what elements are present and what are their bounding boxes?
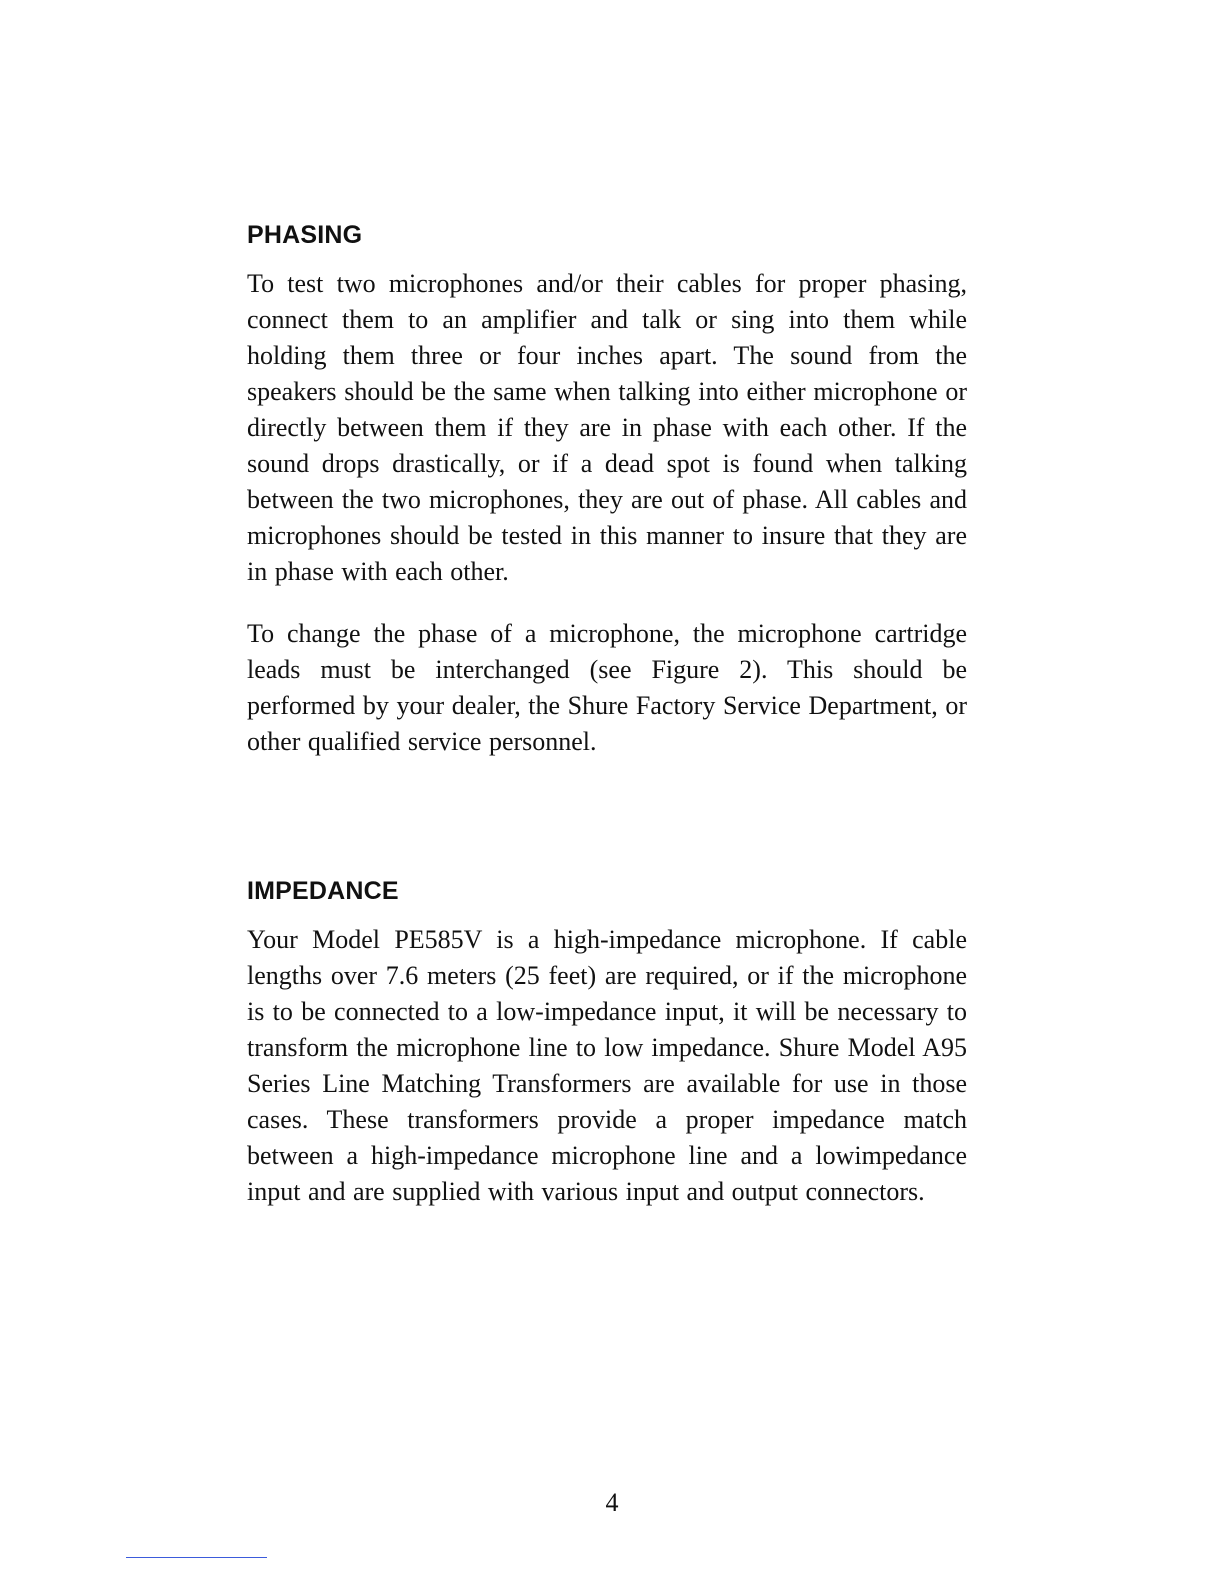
page-number: 4 — [605, 1488, 619, 1517]
impedance-heading: IMPEDANCE — [247, 877, 399, 905]
phasing-paragraph-2: To change the phase of a microphone, the microphone cartridge leads must be interchanged (see Figure 2). This should be performed by your dealer, the Shure Factory Service Department, or other qualified service personnel. — [247, 619, 967, 756]
footer-rule — [126, 1557, 267, 1558]
phasing-section — [247, 220, 967, 760]
phasing-heading: PHASING — [247, 221, 363, 249]
impedance-section — [247, 876, 967, 1210]
phasing-paragraph-1: To test two microphones and/or their cables for proper phasing, connect them to an amplifier and talk or sing into them while holding them three or four inches apart. The sound from the speakers should be the same when talking into either microphone or directly between them if they are in phase with each other. If the sound drops drastically, or if a dead spot is found when talking between the two microphones, they are out of phase. All cables and microphones should be tested in this manner to insure that they are in phase with each other. — [247, 269, 967, 586]
impedance-paragraph: Your Model PE585V is a high-impedance microphone. If cable lengths over 7.6 meters (25 feet) are required, or if the microphone is to be connected to a low-impedance input, it will be necessary to transform the microphone line to low impedance. Shure Model A95 Series Line Matching Transformers are available for use in those cases. These transformers provide a proper impedance match between a high-impedance microphone line and a lowimpedance input and are supplied with various input and output connectors. — [247, 925, 967, 1206]
